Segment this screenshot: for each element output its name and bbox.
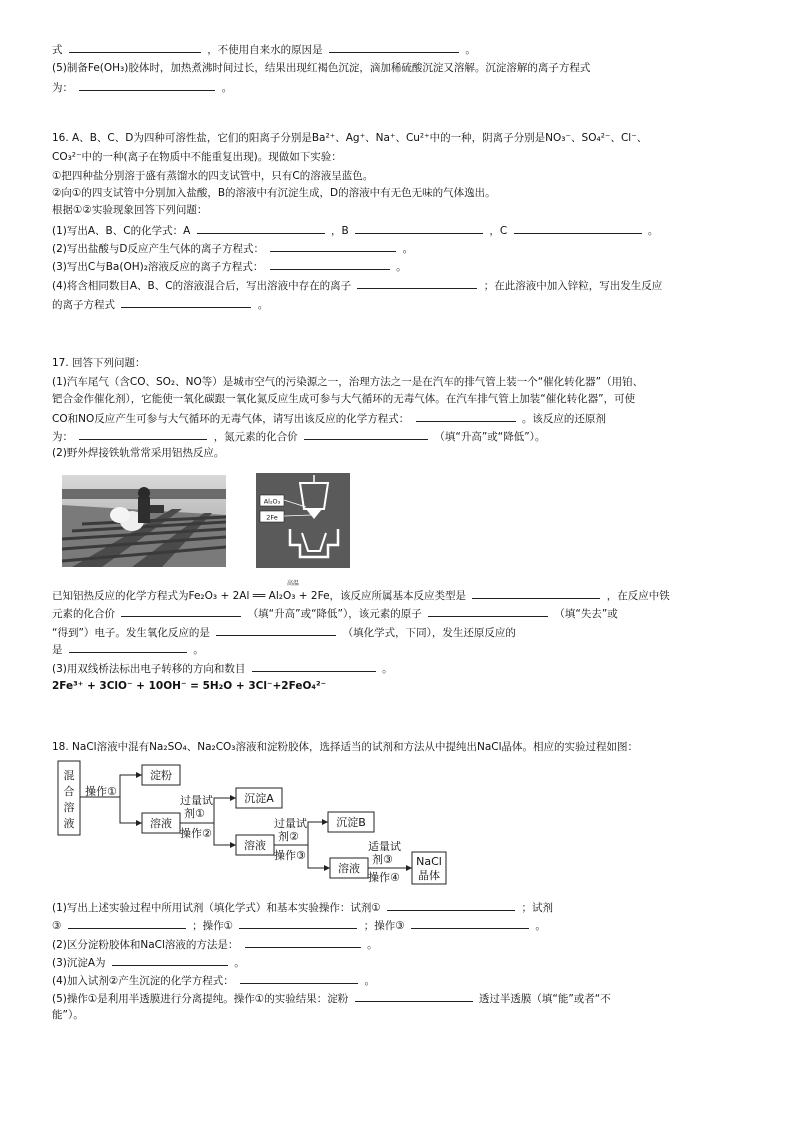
q16-line-10 (52, 296, 268, 312)
text: （填“升高”或“降低”）。 (434, 431, 546, 443)
flow-reagent1-a: 过量试 (180, 794, 213, 807)
answer-blank[interactable] (121, 296, 251, 308)
flow-op2: 操作② (180, 827, 212, 840)
q18-line-7 (52, 990, 611, 1006)
answer-blank[interactable] (411, 917, 529, 929)
flow-reagent1-b: 剂① (184, 807, 205, 820)
text: 。 (193, 644, 204, 656)
q17-line-4 (52, 410, 606, 426)
answer-blank[interactable] (329, 41, 459, 53)
text: 元素的化合价 (52, 608, 115, 620)
q18-line-8: 能”）。 (52, 1009, 84, 1021)
q16-line-6 (52, 222, 658, 238)
q17-equation: 2Fe³⁺ + 3ClO⁻ + 10OH⁻ = 5H₂O + 3Cl⁻+2FeO₄²⁻ (52, 680, 327, 692)
flow-op4: 操作④ (368, 871, 400, 884)
separation-flowchart (56, 757, 476, 887)
answer-blank[interactable] (240, 972, 358, 984)
answer-blank[interactable] (79, 79, 215, 91)
flow-solution-1: 溶液 (150, 817, 172, 830)
flow-reagent2-a: 过量试 (274, 817, 307, 830)
flow-solution-3: 溶液 (338, 862, 360, 875)
q17-line-10 (52, 641, 204, 657)
flow-starch: 淀粉 (150, 769, 172, 782)
text: (1)写出上述实验过程中所用试剂（填化学式）和基本实验操作：试剂① (52, 902, 381, 914)
text: （填“失去”或 (554, 608, 618, 620)
text: 。该反应的还原剂 (521, 413, 606, 425)
text: (4)加入试剂②产生沉淀的化学方程式： (52, 975, 234, 987)
answer-blank[interactable] (69, 641, 187, 653)
q18-line-1: 18. NaCl溶液中混有Na₂SO₄、Na₂CO₃溶液和淀粉胶体，选择适当的试剂和方法从中提纯出NaCl晶体。相应的实验过程如图： (52, 741, 639, 753)
text: ，C (489, 225, 508, 237)
q17-line-9 (52, 624, 516, 640)
flow-mixture-4: 液 (63, 817, 75, 830)
answer-blank[interactable] (472, 587, 600, 599)
q16-line-8 (52, 258, 407, 274)
diagram-label-al2o3: Al₂O₃ (263, 497, 281, 506)
q18-line-3 (52, 917, 546, 933)
text: ；操作③ (363, 920, 405, 932)
flow-mixture-3: 溶 (63, 801, 75, 814)
q17-line-6: (2)野外焊接铁轨常常采用铝热反应。 (52, 447, 225, 459)
text: 是 (52, 644, 63, 656)
answer-blank[interactable] (416, 410, 516, 422)
text: 为： (52, 431, 73, 443)
diagram-label-fe: 2Fe (266, 513, 278, 522)
answer-blank[interactable] (270, 258, 390, 270)
text: 已知铝热反应的化学方程式为Fe₂O₃ + 2Al ══ Al₂O₃ + 2Fe，该反应所属基本反应类型是 (52, 590, 467, 602)
thermite-apparatus-diagram (256, 473, 350, 568)
line-2: (5)制备Fe(OH₃)胶体时，加热煮沸时间过长，结果出现红褐色沉淀，滴加稀硫酸沉淀又溶解。沉淀溶解的离子方程式 (52, 62, 591, 74)
answer-blank-b[interactable] (355, 222, 483, 234)
q16-line-2: CO₃²⁻中的一种(离子在物质中不能重复出现)。现做如下实验： (52, 151, 342, 163)
flow-nacl-1: NaCl (416, 855, 442, 868)
text: ，B (330, 225, 349, 237)
flow-precipitate-b: 沉淀B (336, 816, 366, 829)
text: 式 (52, 44, 63, 56)
flow-nacl-2: 晶体 (418, 869, 440, 882)
text: 。 (535, 920, 546, 932)
answer-blank[interactable] (387, 899, 515, 911)
q17-line-7 (52, 587, 670, 603)
answer-blank[interactable] (270, 240, 396, 252)
q18-line-6 (52, 972, 375, 988)
text: “得到”）电子。发生氧化反应的是 (52, 627, 210, 639)
q18-line-2 (52, 899, 553, 915)
flow-reagent2-b: 剂② (278, 830, 299, 843)
text: 透过半透膜（填“能”或者“不 (478, 993, 611, 1005)
line-1 (52, 41, 476, 57)
answer-blank[interactable] (239, 917, 357, 929)
railway-welding-photo (62, 475, 226, 567)
text: 。 (402, 243, 414, 255)
answer-blank[interactable] (252, 660, 376, 672)
flow-op1: 操作① (85, 785, 117, 798)
text: ，不使用自来水的原因是 (207, 44, 323, 56)
q18-line-5 (52, 954, 245, 970)
text: ，氮元素的化合价 (213, 431, 298, 443)
answer-blank[interactable] (69, 41, 201, 53)
text: (3)沉淀A为 (52, 957, 106, 969)
q17-line-1: 17. 回答下列问题： (52, 357, 146, 369)
q16-line-5: 根据①②实验现象回答下列问题： (52, 204, 208, 216)
text: 的离子方程式 (52, 299, 115, 311)
text: 。 (234, 957, 245, 969)
text: (3)用双线桥法标出电子转移的方向和数目 (52, 663, 246, 675)
flow-reagent3-a: 适量试 (368, 840, 401, 853)
q16-line-9 (52, 277, 662, 293)
q17-line-11 (52, 660, 393, 676)
text: ；在此溶液中加入锌粒，写出发生反应 (483, 280, 663, 292)
flow-op3: 操作③ (274, 849, 306, 862)
text: ，在反应中铁 (606, 590, 670, 602)
answer-blank[interactable] (428, 605, 548, 617)
q16-line-3: ①把四种盐分别溶于盛有蒸馏水的四支试管中，只有C的溶液呈蓝色。 (52, 170, 374, 182)
text: ③ (52, 920, 62, 932)
answer-blank[interactable] (216, 624, 336, 636)
q17-line-2: (1)汽车尾气（含CO、SO₂、NO等）是城市空气的污染源之一，治理方法之一是在汽车的排气管上装一个“催化转化器”（用铂、 (52, 376, 644, 388)
q18-line-4 (52, 936, 378, 952)
answer-blank[interactable] (304, 428, 428, 440)
reaction-condition: 高温 (287, 580, 300, 587)
answer-blank[interactable] (68, 917, 186, 929)
text: 。 (367, 939, 378, 951)
text: 。 (647, 225, 659, 237)
answer-blank[interactable] (355, 990, 473, 1002)
q17-line-3: 钯合金作催化剂），它能使一氧化碳跟一氧化氮反应生成可参与大气循环的无毒气体。在汽车排气管上加装“催化转化器”，可使 (52, 393, 636, 405)
text: 。 (396, 261, 407, 273)
q16-line-1: 16. A、B、C、D为四种可溶性盐，它们的阳离子分别是Ba²⁺、Ag⁺、Na⁺、Cu²⁺中的一种，阴离子分别是NO₃⁻、SO₄²⁻、Cl⁻、 (52, 132, 648, 144)
text: （填“升高”或“降低”），该元素的原子 (247, 608, 422, 620)
text: 。 (257, 299, 269, 311)
answer-blank[interactable] (79, 428, 207, 440)
flow-precipitate-a: 沉淀A (244, 792, 274, 805)
flow-mixture-2: 合 (63, 785, 75, 798)
text: (2)写出盐酸与D反应产生气体的离子方程式： (52, 243, 264, 255)
answer-blank-c[interactable] (514, 222, 642, 234)
flow-mixture-1: 混 (63, 769, 75, 782)
answer-blank-a[interactable] (197, 222, 325, 234)
text: ；试剂 (521, 902, 553, 914)
line-3 (52, 79, 232, 95)
text: CO和NO反应产生可参与大气循环的无毒气体，请写出该反应的化学方程式： (52, 413, 410, 425)
answer-blank[interactable] (121, 605, 241, 617)
flow-solution-2: 溶液 (244, 839, 266, 852)
answer-blank[interactable] (245, 936, 361, 948)
text: 。 (382, 663, 393, 675)
text: (1)写出A、B、C的化学式：A (52, 225, 191, 237)
text: 为： (52, 82, 73, 94)
text: 。 (221, 82, 233, 94)
q17-line-8 (52, 605, 618, 621)
text: (5)操作①是利用半透膜进行分离提纯。操作①的实验结果：淀粉 (52, 993, 349, 1005)
text: 。 (364, 975, 375, 987)
flow-reagent3-b: 剂③ (372, 853, 393, 866)
text: (3)写出C与Ba(OH)₂溶液反应的离子方程式： (52, 261, 264, 273)
q17-line-5 (52, 428, 545, 444)
answer-blank[interactable] (357, 277, 477, 289)
answer-blank[interactable] (112, 954, 228, 966)
text: ；操作① (192, 920, 234, 932)
text: 。 (465, 44, 476, 56)
text: （填化学式，下同），发生还原反应的 (342, 627, 516, 639)
q16-line-4: ②向①的四支试管中分别加入盐酸，B的溶液中有沉淀生成，D的溶液中有无色无味的气体逸出。 (52, 187, 496, 199)
q16-line-7 (52, 240, 413, 256)
text: (4)将含相同数目A、B、C的溶液混合后，写出溶液中存在的离子 (52, 280, 352, 292)
text: (2)区分淀粉胶体和NaCl溶液的方法是： (52, 939, 239, 951)
